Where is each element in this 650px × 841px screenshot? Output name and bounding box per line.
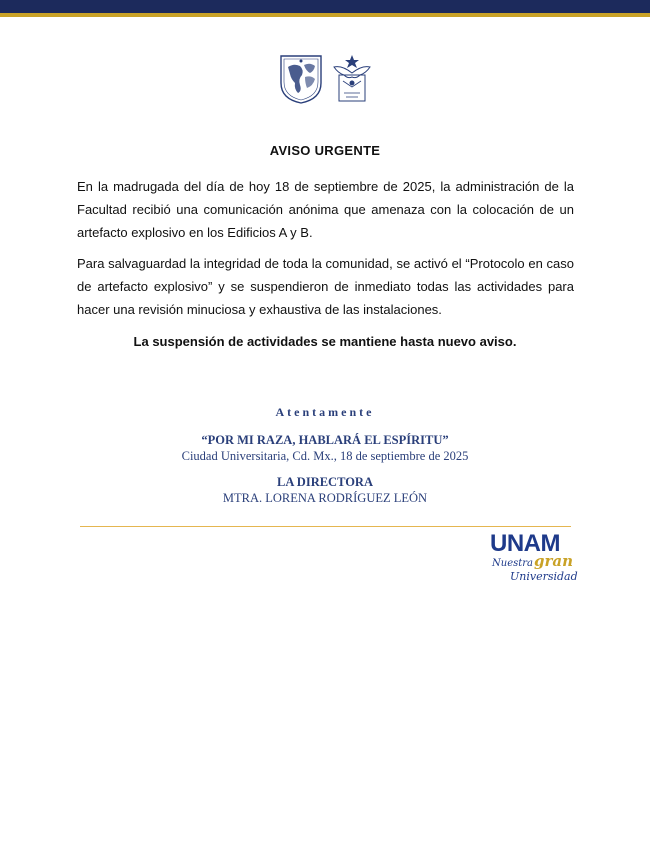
header-bar [0, 0, 650, 13]
place-and-date: Ciudad Universitaria, Cd. Mx., 18 de septiembre de 2025 [181, 449, 469, 463]
unam-brand-logo [490, 532, 576, 588]
brand-tagline-gran: gran [534, 552, 574, 570]
brand-word: UNAM [490, 530, 560, 557]
notice-paragraph-2: Para salvaguardad la integridad de toda la comunidad, se activó el “Protocolo en caso de artefacto explosivo” y se suspendieron de inmediato todas las actividades para hacer una revisión minuciosa y exhaustiva de las instalaciones. [77, 256, 574, 317]
brand-tagline-nuestra: Nuestra [492, 558, 534, 569]
header-logos [278, 53, 374, 105]
signer-name: MTRA. LORENA RODRÍGUEZ LEÓN [222, 491, 428, 505]
notice-title: AVISO URGENTE [269, 143, 381, 158]
unam-shield-icon [278, 53, 324, 105]
signer-role: LA DIRECTORA [277, 475, 373, 489]
notice-highlight: La suspensión de actividades se mantiene hasta nuevo aviso. [133, 334, 517, 349]
notice-paragraph-1: En la madrugada del día de hoy 18 de septiembre de 2025, la administración de la Facultad recibió una comunicación anónima que amenaza con la colocación de un artefacto explosivo en los Edificios A y B. [77, 179, 574, 240]
header-accent-bar [0, 13, 650, 17]
faculty-crest-icon [330, 53, 374, 105]
footer-divider [80, 526, 571, 527]
brand-tagline-universidad: Universidad [510, 570, 578, 583]
closing-salutation: Atentamente [275, 405, 375, 419]
university-motto: “POR MI RAZA, HABLARÁ EL ESPÍRITU” [201, 433, 449, 447]
